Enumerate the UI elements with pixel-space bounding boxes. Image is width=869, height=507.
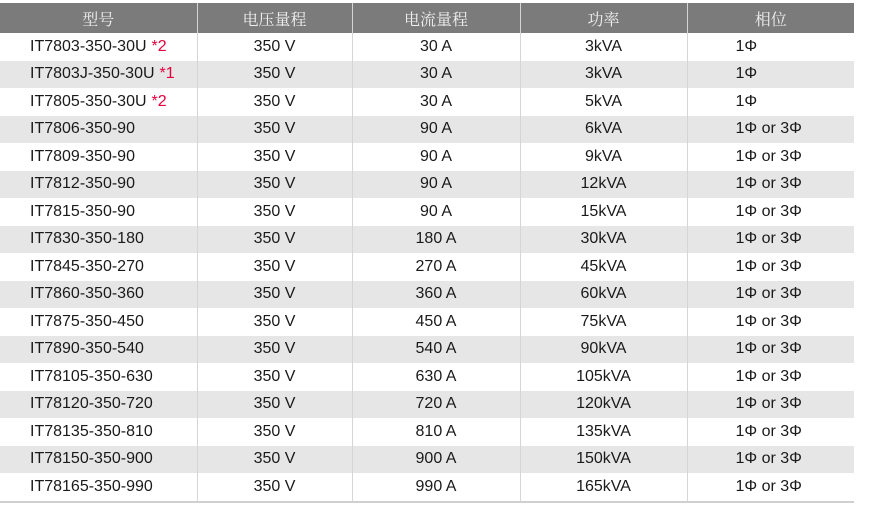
cell-phase: 1Φ or 3Φ [735, 395, 802, 413]
cell-current: 900 A [352, 446, 520, 474]
cell-current: 630 A [352, 363, 520, 391]
cell-current: 90 A [352, 198, 520, 226]
cell-voltage: 350 V [197, 363, 352, 391]
col-header-phase: 相位 [687, 3, 854, 33]
table-row [0, 143, 854, 171]
model-footnote: *2 [151, 37, 167, 55]
cell-power: 3kVA [520, 33, 687, 61]
cell-phase: 1Φ or 3Φ [735, 257, 802, 275]
cell-power: 75kVA [520, 308, 687, 336]
cell-power: 135kVA [520, 418, 687, 446]
cell-model [0, 33, 197, 61]
cell-voltage: 350 V [197, 281, 352, 309]
cell-model [0, 88, 197, 116]
model-number: IT78165-350-990 [30, 477, 153, 495]
cell-voltage: 350 V [197, 391, 352, 419]
model-number: IT7806-350-90 [30, 120, 135, 138]
model-number: IT7805-350-30U [30, 92, 147, 110]
cell-power: 165kVA [520, 473, 687, 502]
table-row [0, 446, 854, 474]
cell-power: 60kVA [520, 281, 687, 309]
cell-model [0, 473, 197, 502]
model-number: IT7875-350-450 [30, 312, 144, 330]
col-header-voltage: 电压量程 [197, 3, 352, 33]
cell-model [0, 171, 197, 199]
cell-phase: 1Φ [735, 92, 758, 110]
cell-voltage: 350 V [197, 61, 352, 89]
table-row [0, 336, 854, 364]
cell-phase: 1Φ or 3Φ [735, 202, 802, 220]
cell-current: 30 A [352, 61, 520, 89]
cell-voltage: 350 V [197, 116, 352, 144]
cell-voltage: 350 V [197, 253, 352, 281]
cell-model [0, 308, 197, 336]
table-row [0, 473, 854, 502]
cell-model [0, 391, 197, 419]
model-number: IT78105-350-630 [30, 367, 153, 385]
cell-current: 90 A [352, 143, 520, 171]
cell-model [0, 226, 197, 254]
product-spec-table [0, 3, 854, 503]
cell-model [0, 198, 197, 226]
cell-current: 90 A [352, 171, 520, 199]
cell-phase: 1Φ [735, 65, 758, 83]
cell-phase: 1Φ or 3Φ [735, 120, 802, 138]
cell-model [0, 253, 197, 281]
model-number: IT7830-350-180 [30, 230, 144, 248]
cell-power: 15kVA [520, 198, 687, 226]
cell-current: 270 A [352, 253, 520, 281]
model-number: IT78120-350-720 [30, 395, 153, 413]
cell-voltage: 350 V [197, 308, 352, 336]
cell-power: 30kVA [520, 226, 687, 254]
model-number: IT7845-350-270 [30, 257, 144, 275]
cell-current: 30 A [352, 33, 520, 61]
cell-current: 180 A [352, 226, 520, 254]
cell-voltage: 350 V [197, 33, 352, 61]
cell-model [0, 281, 197, 309]
model-footnote: *2 [151, 92, 167, 110]
cell-power: 150kVA [520, 446, 687, 474]
cell-voltage: 350 V [197, 336, 352, 364]
table-row [0, 88, 854, 116]
table-row [0, 418, 854, 446]
cell-current: 720 A [352, 391, 520, 419]
cell-current: 360 A [352, 281, 520, 309]
cell-model [0, 61, 197, 89]
table-row [0, 116, 854, 144]
cell-voltage: 350 V [197, 198, 352, 226]
table-row [0, 198, 854, 226]
table-row [0, 253, 854, 281]
model-number: IT7809-350-90 [30, 147, 135, 165]
cell-voltage: 350 V [197, 418, 352, 446]
cell-voltage: 350 V [197, 226, 352, 254]
cell-power: 90kVA [520, 336, 687, 364]
table-row [0, 308, 854, 336]
cell-phase: 1Φ or 3Φ [735, 175, 802, 193]
cell-phase: 1Φ [735, 37, 758, 55]
cell-phase: 1Φ or 3Φ [735, 285, 802, 303]
cell-phase: 1Φ or 3Φ [735, 230, 802, 248]
cell-voltage: 350 V [197, 171, 352, 199]
table-row [0, 171, 854, 199]
cell-model [0, 446, 197, 474]
model-number: IT7803-350-30U [30, 37, 147, 55]
cell-power: 12kVA [520, 171, 687, 199]
table-row [0, 281, 854, 309]
cell-phase: 1Φ or 3Φ [735, 367, 802, 385]
col-header-power: 功率 [520, 3, 687, 33]
table-row [0, 33, 854, 61]
model-number: IT7815-350-90 [30, 202, 135, 220]
cell-current: 990 A [352, 473, 520, 502]
cell-current: 30 A [352, 88, 520, 116]
table-row [0, 61, 854, 89]
cell-voltage: 350 V [197, 88, 352, 116]
table-row [0, 363, 854, 391]
cell-phase: 1Φ or 3Φ [735, 477, 802, 495]
cell-power: 105kVA [520, 363, 687, 391]
cell-power: 3kVA [520, 61, 687, 89]
col-header-model: 型号 [0, 3, 197, 33]
cell-power: 9kVA [520, 143, 687, 171]
cell-model [0, 418, 197, 446]
model-number: IT7890-350-540 [30, 340, 144, 358]
cell-phase: 1Φ or 3Φ [735, 147, 802, 165]
cell-model [0, 363, 197, 391]
cell-voltage: 350 V [197, 473, 352, 502]
cell-model [0, 116, 197, 144]
model-number: IT78135-350-810 [30, 422, 153, 440]
model-number: IT7812-350-90 [30, 175, 135, 193]
cell-current: 810 A [352, 418, 520, 446]
cell-phase: 1Φ or 3Φ [735, 340, 802, 358]
cell-voltage: 350 V [197, 446, 352, 474]
model-number: IT7803J-350-30U [30, 65, 155, 83]
cell-power: 6kVA [520, 116, 687, 144]
model-number: IT78150-350-900 [30, 450, 153, 468]
model-number: IT7860-350-360 [30, 285, 144, 303]
cell-power: 120kVA [520, 391, 687, 419]
cell-model [0, 143, 197, 171]
cell-power: 5kVA [520, 88, 687, 116]
cell-phase: 1Φ or 3Φ [735, 422, 802, 440]
cell-current: 450 A [352, 308, 520, 336]
table-body [0, 33, 854, 502]
cell-phase: 1Φ or 3Φ [735, 450, 802, 468]
cell-power: 45kVA [520, 253, 687, 281]
cell-current: 540 A [352, 336, 520, 364]
col-header-current: 电流量程 [352, 3, 520, 33]
cell-phase: 1Φ or 3Φ [735, 312, 802, 330]
cell-model [0, 336, 197, 364]
table-row [0, 226, 854, 254]
cell-current: 90 A [352, 116, 520, 144]
model-footnote: *1 [159, 65, 175, 83]
cell-voltage: 350 V [197, 143, 352, 171]
header-row [0, 3, 854, 33]
table-row [0, 391, 854, 419]
